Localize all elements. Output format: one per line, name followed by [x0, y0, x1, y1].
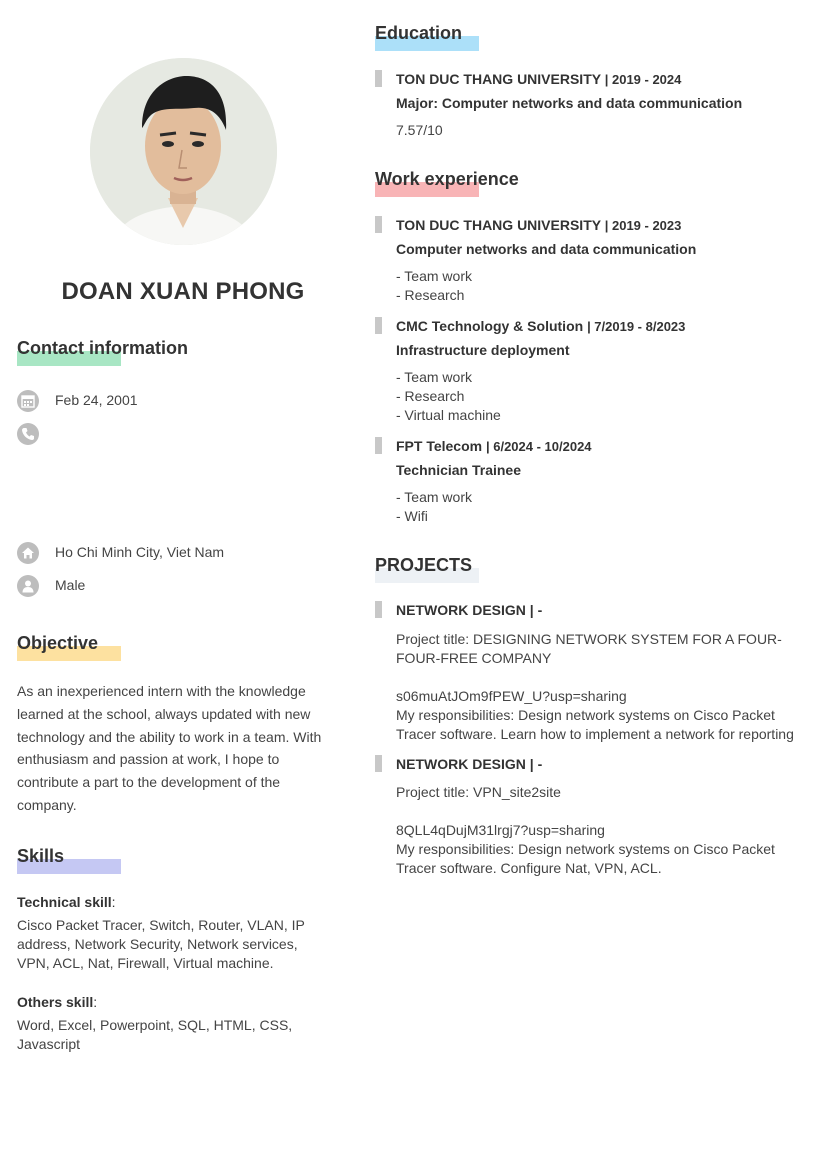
contact-gender [17, 574, 86, 598]
work-task: - Team work [396, 489, 472, 505]
project-link: s06muAtJOm9fPEW_U?usp=sharing [396, 688, 627, 704]
contact-section-title [17, 338, 188, 359]
education-section-title [375, 23, 462, 44]
project-entry-marker [375, 755, 382, 772]
others-skill-label: Others skill [17, 994, 94, 1010]
work-tasks [396, 267, 472, 305]
project-line: Tracer software. Learn how to implement a network for reporting [396, 726, 794, 742]
skills-section-title [17, 846, 64, 867]
project-entry-marker [375, 601, 382, 618]
work-task: - Team work [396, 268, 472, 284]
others-skill-heading: Others skill: [17, 994, 98, 1010]
calendar-icon [17, 390, 39, 412]
contact-birthday [17, 389, 138, 413]
gender-text: Male [55, 577, 86, 593]
birthday-text: Feb 24, 2001 [55, 392, 138, 408]
project-link: 8QLL4qDujM31lrgj7?usp=sharing [396, 822, 605, 838]
project-line: Project title: DESIGNING NETWORK SYSTEM FOR A FOUR- [396, 631, 782, 647]
education-school [396, 71, 681, 87]
work-section-title [375, 169, 519, 190]
objective-text: As an inexperienced intern with the knowledge learned at the school, always updated with new technology and the ability to work in a team. With enthusiasm and passion at work, I hope to contribute a part to the development of the company. [17, 683, 322, 813]
education-dates: | 2019 - 2024 [604, 72, 682, 87]
work-role: Technician Trainee [396, 462, 522, 478]
profile-photo [90, 58, 277, 245]
project-line: Project title: VPN_site2site [396, 784, 561, 800]
contact-address [17, 541, 225, 565]
technical-skill-text: Cisco Packet Tracer, Switch, Router, VLAN, IP address, Network Security, Network services, VPN, ACL, Nat, Firewall, Virtual machine. [17, 917, 305, 971]
work-org: TON DUC THANG UNIVERSITY [396, 217, 601, 233]
others-skill-text: Word, Excel, Powerpoint, SQL, HTML, CSS, Javascript [17, 1017, 293, 1052]
user-icon [17, 575, 39, 597]
project-line: My responsibilities: Design network systems on Cisco Packet [396, 707, 775, 723]
work-entry-heading [396, 318, 685, 334]
work-title-text: Work experience [375, 169, 519, 189]
education-major: Major: Computer networks and data communication [396, 95, 743, 111]
work-role: Infrastructure deployment [396, 342, 570, 358]
skills-title-text: Skills [17, 846, 65, 866]
person-name: DOAN XUAN PHONG [61, 278, 305, 305]
phone-icon [17, 423, 39, 445]
work-task: - Wifi [396, 508, 428, 524]
work-entry-heading [396, 438, 592, 454]
contact-title-text: Contact information [17, 338, 188, 358]
work-org: CMC Technology & Solution [396, 318, 584, 334]
project-details [396, 630, 794, 744]
work-entry-marker [375, 437, 382, 454]
project-line [396, 668, 794, 687]
home-icon [17, 542, 39, 564]
project-name: NETWORK DESIGN | - [396, 602, 543, 618]
project-details [396, 783, 775, 878]
project-line: My responsibilities: Design network systems on Cisco Packet [396, 841, 775, 857]
objective-title-text: Objective [17, 633, 99, 653]
education-title-text: Education [375, 23, 463, 43]
contact-phone [17, 422, 39, 446]
technical-skill-heading: Technical skill: [17, 894, 116, 910]
project-line: FOUR-FREE COMPANY [396, 650, 552, 666]
work-tasks [396, 368, 501, 425]
work-dates: | 7/2019 - 8/2023 [587, 319, 686, 334]
work-dates: | 2019 - 2023 [604, 218, 682, 233]
work-entry-marker [375, 317, 382, 334]
project-line [396, 802, 775, 821]
projects-section-title [375, 555, 472, 576]
work-dates: | 6/2024 - 10/2024 [485, 439, 592, 454]
work-task: - Research [396, 388, 465, 404]
work-entry-heading [396, 217, 681, 233]
education-entry-marker [375, 70, 382, 87]
work-entry-marker [375, 216, 382, 233]
work-role: Computer networks and data communication [396, 241, 697, 257]
address-text: Ho Chi Minh City, Viet Nam [55, 544, 225, 560]
technical-skill-label: Technical skill [17, 894, 112, 910]
work-task: - Research [396, 287, 465, 303]
projects-title-text: PROJECTS [375, 555, 473, 575]
project-name: NETWORK DESIGN | - [396, 756, 543, 772]
profile-photo-image [90, 58, 277, 245]
objective-section-title [17, 633, 98, 654]
education-gpa: 7.57/10 [396, 122, 443, 138]
project-line: Tracer software. Configure Nat, VPN, ACL. [396, 860, 662, 876]
work-tasks [396, 488, 472, 526]
work-task: - Virtual machine [396, 407, 501, 423]
work-org: FPT Telecom [396, 438, 483, 454]
education-school-name: TON DUC THANG UNIVERSITY [396, 71, 601, 87]
work-task: - Team work [396, 369, 472, 385]
